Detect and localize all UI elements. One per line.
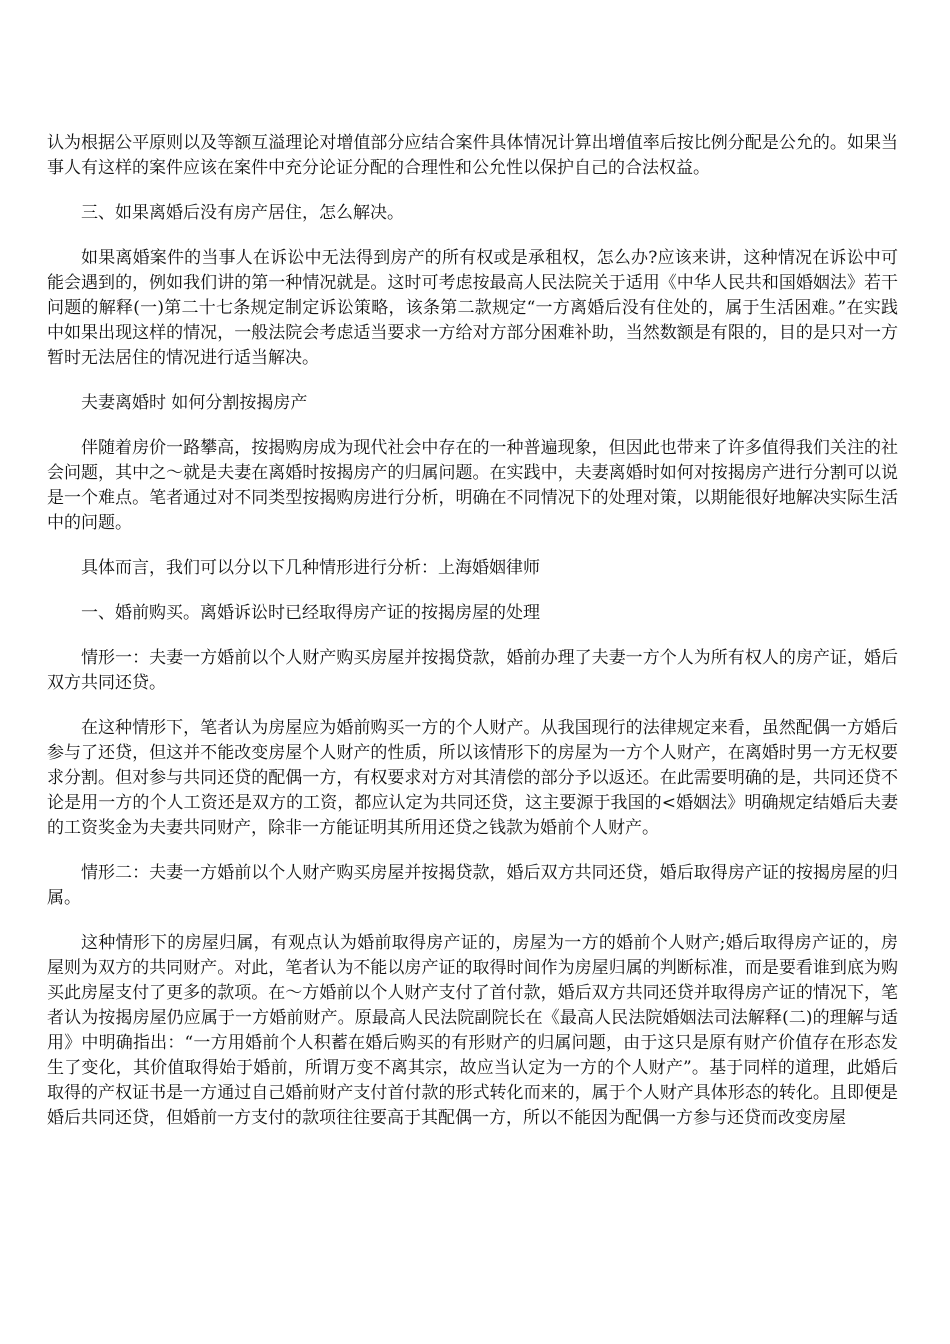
paragraph: 在这种情形下，笔者认为房屋应为婚前购买一方的个人财产。从我国现行的法律规定来看，虽然配偶一方婚后参与了还贷，但这并不能改变房屋个人财产的性质，所以该情形下的房屋为一方个人财产，在离婚时男一方无权要求分割。但对参与共同还贷的配偶一方，有权要求对方对其清偿的部分予以返还。在此需要明确的是，共同还贷不论是用一方的个人工资还是双方的工资，都应认定为共同还贷，这主要源于我国的<婚姻法》明确规定结婚后夫妻的工资奖金为夫妻共同财产，除非一方能证明其所用还贷之钱款为婚前个人财产。 (47, 718, 898, 838)
case-one-heading: 情形一：夫妻一方婚前以个人财产购买房屋并按揭贷款，婚前办理了夫妻一方个人为所有权人的房产证，婚后双方共同还贷。 (47, 648, 898, 693)
article-title: 夫妻离婚时 如何分割按揭房产 (81, 393, 308, 413)
section-heading-premarital: 一、婚前购买。离婚诉讼时已经取得房产证的按揭房屋的处理 (81, 603, 540, 623)
case-two-heading: 情形二：夫妻一方婚前以个人财产购买房屋并按揭贷款，婚后双方共同还贷，婚后取得房产证的按揭房屋的归属。 (47, 863, 898, 908)
paragraph: 伴随着房价一路攀高，按揭购房成为现代社会中存在的一种普遍现象，但因此也带来了许多值得我们关注的社会问题，其中之～就是夫妻在离婚时按揭房产的归属问题。在实践中，夫妻离婚时如何对按揭房产进行分割可以说是一个难点。笔者通过对不同类型按揭购房进行分析，明确在不同情况下的处理对策，以期能很好地解决实际生活中的问题。 (47, 438, 898, 533)
paragraph: 具体而言，我们可以分以下几种情形进行分析：上海婚姻律师 (81, 558, 540, 578)
paragraph: 这种情形下的房屋归属，有观点认为婚前取得房产证的，房屋为一方的婚前个人财产;婚后取得房产证的，房屋则为双方的共同财产。对此，笔者认为不能以房产证的取得时间作为房屋归属的判断标准，而是要看谁到底为购买此房屋支付了更多的款项。在～方婚前以个人财产支付了首付款，婚后双方共同还贷并取得房产证的情况下，笔者认为按揭房屋仍应属于一方婚前财产。原最高人民法院副院长在《最高人民法院婚姻法司法解释(二)的理解与适用》中明确指出：“一方用婚前个人积蓄在婚后购买的有形财产的归属问题，由于这只是原有财产价值存在形态发生了变化，其价值取得始于婚前，所谓万变不离其宗，故应当认定为一方的个人财产”。基于同样的道理，此婚后取得的产权证书是一方通过自己婚前财产支付首付款的形式转化而来的，属于个人财产具体形态的转化。且即便是婚后共同还贷，但婚前一方支付的款项往往要高于其配偶一方，所以不能因为配偶一方参与还贷而改变房屋 (47, 933, 898, 1128)
paragraph-continuation: 认为根据公平原则以及等额互溢理论对增值部分应结合案件具体情况计算出增值率后按比例分配是公允的。如果当事人有这样的案件应该在案件中充分论证分配的合理性和公允性以保护自己的合法权益。 (47, 133, 898, 178)
section-heading-housing: 三、如果离婚后没有房产居住，怎么解决。 (81, 203, 404, 223)
paragraph: 如果离婚案件的当事人在诉讼中无法得到房产的所有权或是承租权，怎么办?应该来讲，这种情况在诉讼中可能会遇到的，例如我们讲的第一种情况就是。这时可考虑按最高人民法院关于适用《中华人民共和国婚姻法》若干问题的解释(一)第二十七条规定制定诉讼策略，该条第二款规定“一方离婚后没有住处的，属于生活困难。”在实践中如果出现这样的情况，一般法院会考虑适当要求一方给对方部分困难补助，当然数额是有限的，目的是只对一方暂时无法居住的情况进行适当解决。 (47, 248, 898, 368)
